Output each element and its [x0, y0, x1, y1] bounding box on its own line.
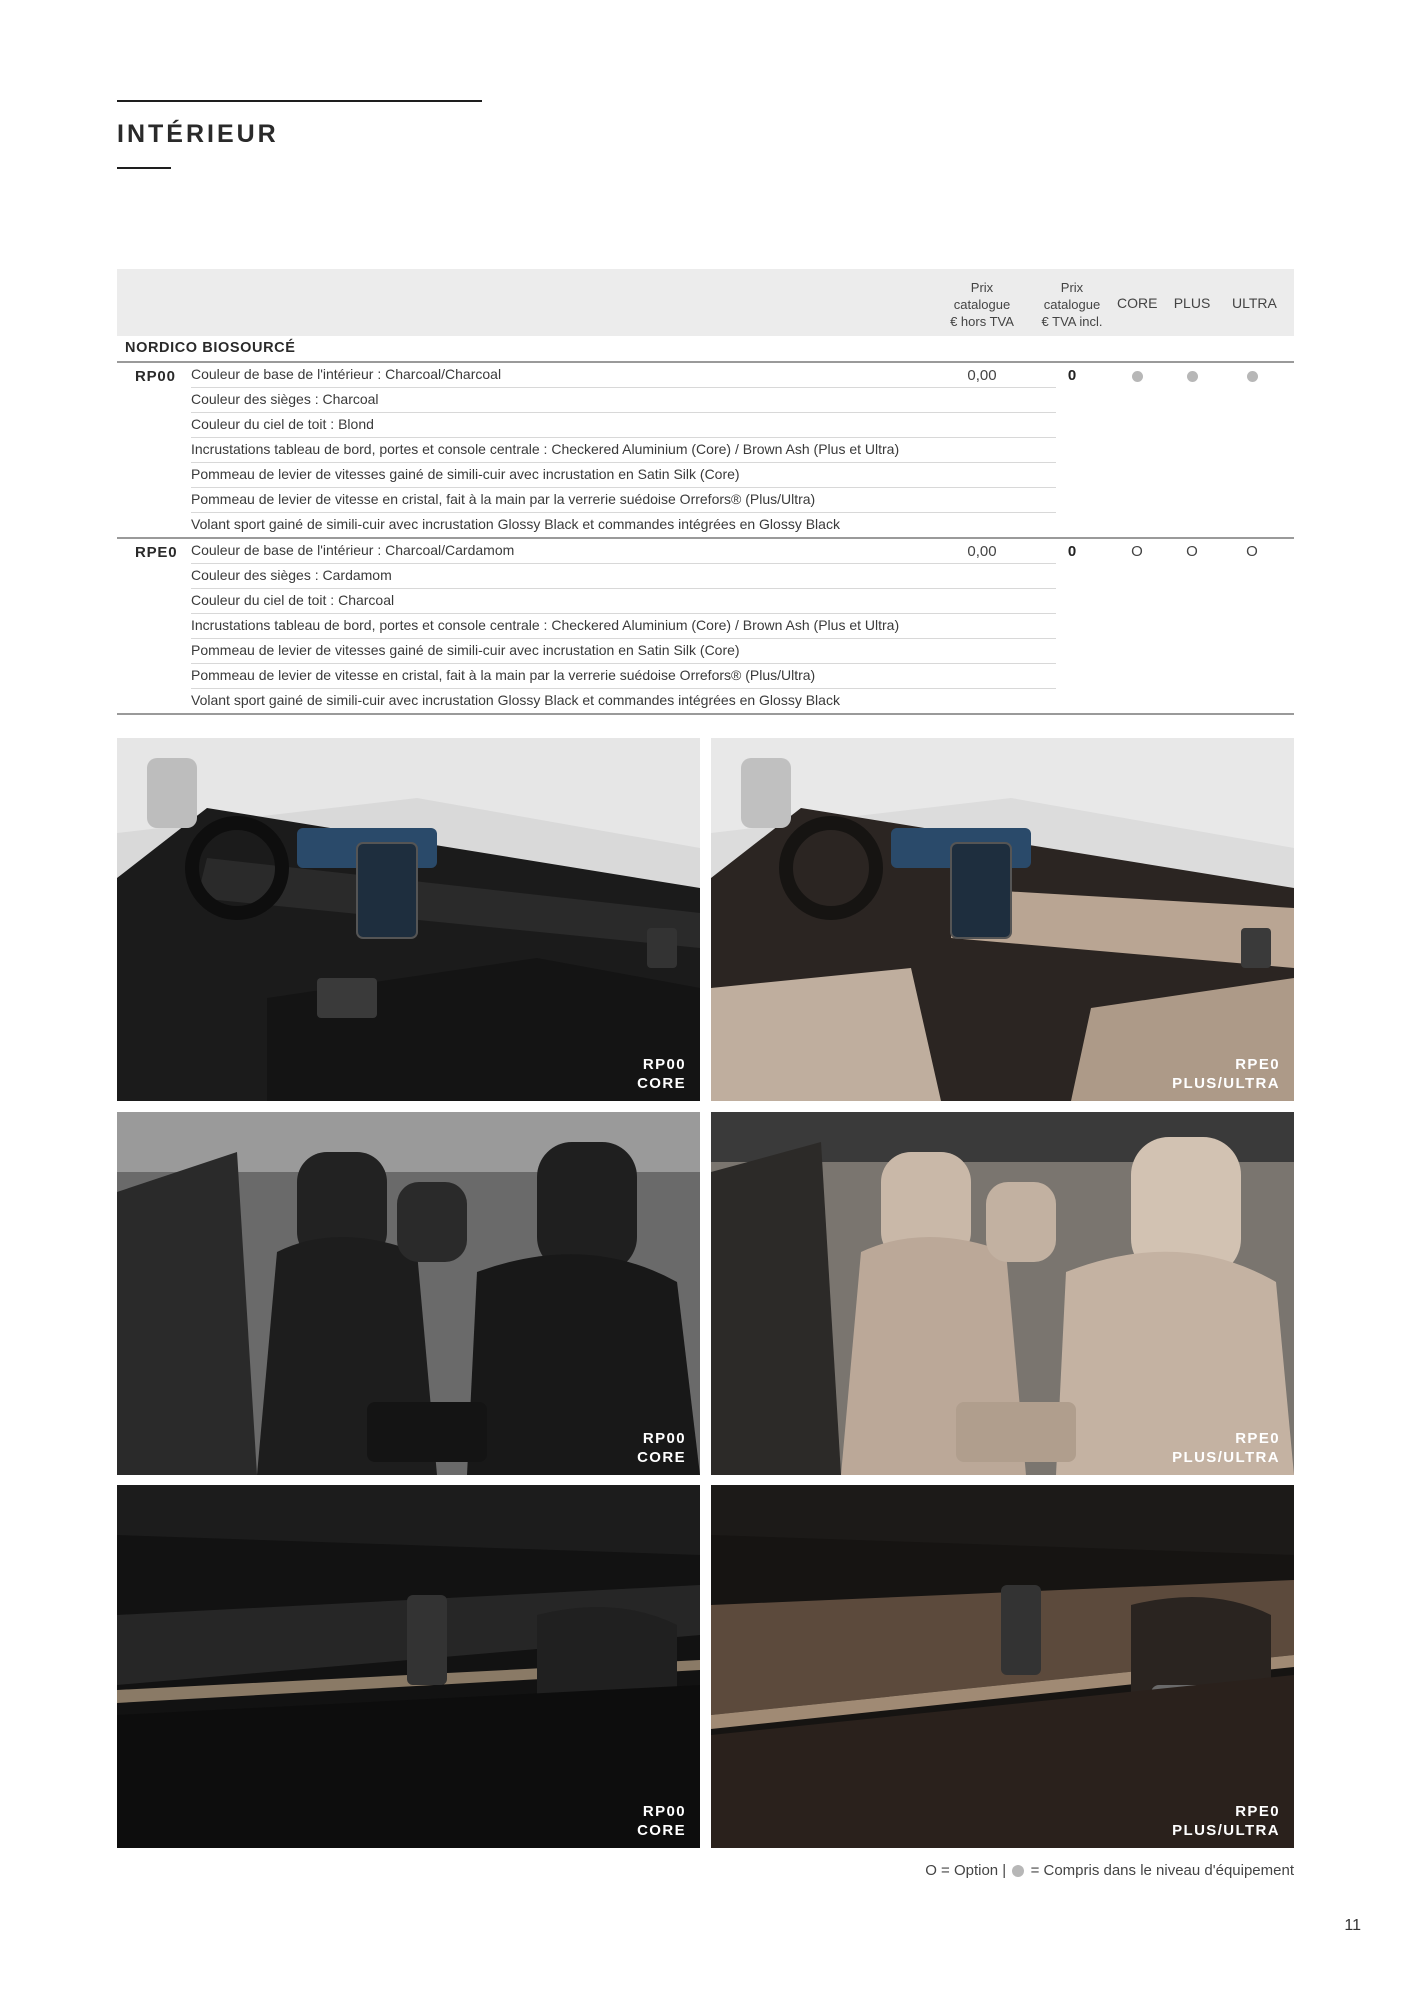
section-title: NORDICO BIOSOURCÉ: [117, 336, 1294, 363]
header-plus: PLUS: [1173, 295, 1211, 311]
header-core: CORE: [1117, 295, 1158, 311]
photo-seats-cardamom: [711, 1112, 1294, 1475]
header-ultra: ULTRA: [1232, 295, 1277, 311]
dash-detail-illustration: [711, 1485, 1294, 1848]
legend: [925, 1862, 1294, 1879]
price-excl-vat: 0,00: [967, 543, 997, 560]
description-line: Pommeau de levier de vitesses gainé de simili-cuir avec incrustation en Satin Silk (Core): [191, 463, 1056, 488]
photo-dash-detail-charcoal: [117, 1485, 700, 1848]
description-line: Incrustations tableau de bord, portes et console centrale : Checkered Aluminium (Core) / Brown Ash (Plus et Ultra): [191, 438, 1056, 463]
price-incl-vat: 0: [1067, 543, 1077, 560]
dashboard-illustration: [711, 738, 1294, 1101]
photo-dash-detail-cardamom: [711, 1485, 1294, 1848]
included-dot-icon: [1247, 371, 1258, 382]
interior-spec-table: [117, 269, 1294, 715]
description-line: Couleur du ciel de toit : Blond: [191, 413, 1056, 438]
included-dot-icon: [1132, 371, 1143, 382]
price-incl-vat: 0: [1067, 367, 1077, 384]
plus-availability: [1172, 367, 1212, 384]
core-availability: [1117, 367, 1157, 384]
ultra-availability: [1232, 367, 1272, 384]
photo-caption: RP00 CORE: [637, 1430, 686, 1466]
option-code: RP00: [135, 368, 176, 385]
description-line: Pommeau de levier de vitesse en cristal, fait à la main par la verrerie suédoise Orrefors® (Plus/Ultra): [191, 664, 1056, 689]
seats-illustration: [117, 1112, 700, 1475]
header-price-incl-vat: Prix catalogue € TVA incl.: [1041, 280, 1103, 329]
description-line: Pommeau de levier de vitesses gainé de simili-cuir avec incrustation en Satin Silk (Core): [191, 639, 1056, 664]
description-line: Incrustations tableau de bord, portes et console centrale : Checkered Aluminium (Core) / Brown Ash (Plus et Ultra): [191, 614, 1056, 639]
legend-option: O = Option |: [925, 1862, 1007, 1879]
photo-dashboard-cardamom: [711, 738, 1294, 1101]
dash-detail-illustration: [117, 1485, 700, 1848]
description-line: Couleur de base de l'intérieur : Charcoal/Cardamom: [191, 539, 1056, 564]
table-row: [117, 539, 1294, 715]
photo-caption: RP00 CORE: [637, 1056, 686, 1092]
title-underline: [117, 167, 171, 169]
description-line: Couleur des sièges : Cardamom: [191, 564, 1056, 589]
photo-caption: RPE0 PLUS/ULTRA: [1172, 1803, 1280, 1839]
dashboard-illustration: [117, 738, 700, 1101]
description-line: Volant sport gainé de simili-cuir avec incrustation Glossy Black et commandes intégrées en Glossy Black: [191, 692, 840, 708]
description-line: Pommeau de levier de vitesse en cristal, fait à la main par la verrerie suédoise Orrefors® (Plus/Ultra): [191, 488, 1056, 513]
photo-caption: RPE0 PLUS/ULTRA: [1172, 1430, 1280, 1466]
photo-caption: RPE0 PLUS/ULTRA: [1172, 1056, 1280, 1092]
description-list: [191, 363, 1056, 537]
seats-illustration: [711, 1112, 1294, 1475]
description-line: Couleur des sièges : Charcoal: [191, 388, 1056, 413]
photo-dashboard-charcoal: [117, 738, 700, 1101]
top-rule: [117, 100, 482, 102]
ultra-availability: O: [1246, 543, 1258, 560]
photo-caption: RP00 CORE: [637, 1803, 686, 1839]
description-line: Couleur de base de l'intérieur : Charcoal/Charcoal: [191, 363, 1056, 388]
table-row: [117, 363, 1294, 539]
description-line: Volant sport gainé de simili-cuir avec incrustation Glossy Black et commandes intégrées en Glossy Black: [191, 516, 840, 532]
table-header: [117, 269, 1294, 336]
description-list: [191, 539, 1056, 713]
option-code: RPE0: [135, 544, 178, 561]
legend-included: = Compris dans le niveau d'équipement: [1030, 1862, 1294, 1879]
included-dot-icon: [1012, 1865, 1024, 1877]
photo-seats-charcoal: [117, 1112, 700, 1475]
page-number: 11: [1344, 1917, 1361, 1934]
plus-availability: O: [1186, 543, 1198, 560]
description-line: Couleur du ciel de toit : Charcoal: [191, 589, 1056, 614]
included-dot-icon: [1187, 371, 1198, 382]
header-price-excl-vat: Prix catalogue € hors TVA: [950, 280, 1014, 329]
core-availability: O: [1131, 543, 1143, 560]
page-title: INTÉRIEUR: [117, 120, 279, 148]
price-excl-vat: 0,00: [967, 367, 997, 384]
